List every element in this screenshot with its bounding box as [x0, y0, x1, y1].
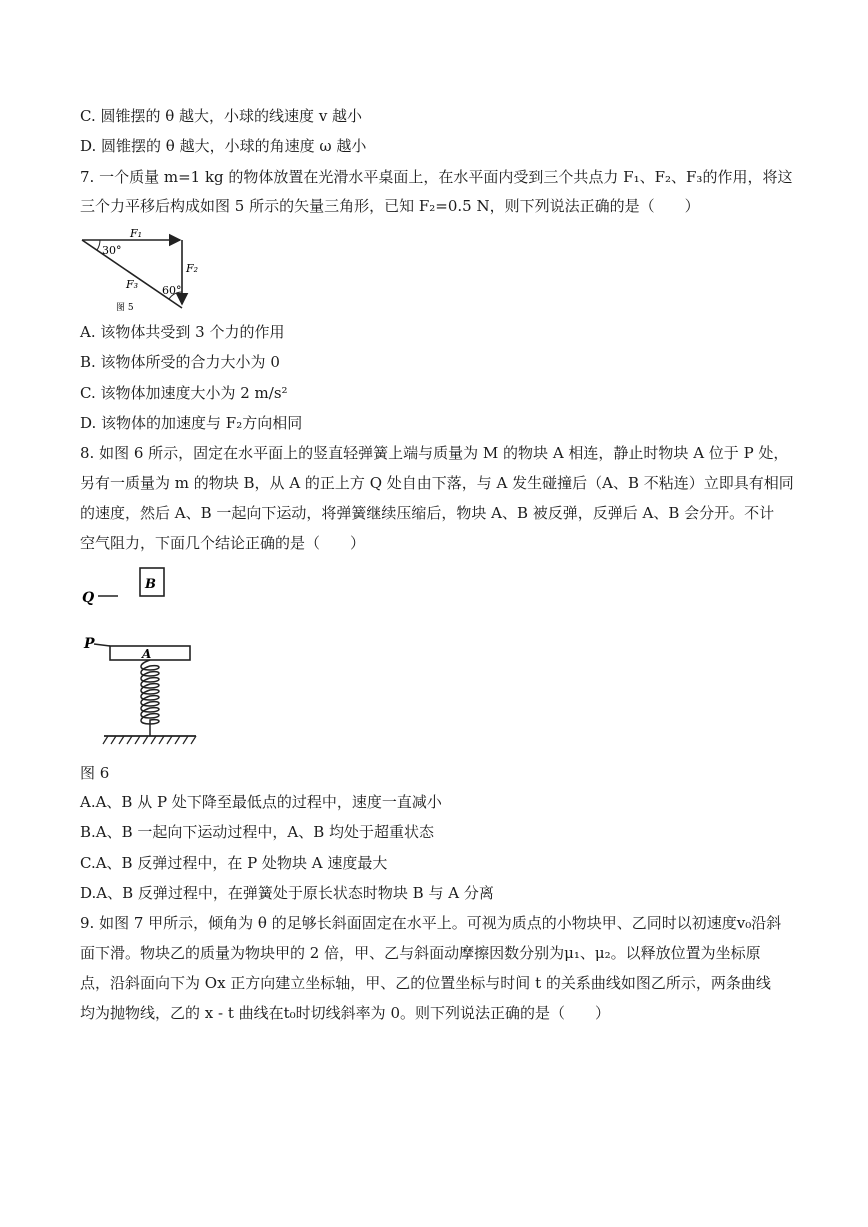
q8-stem-line-2: 另有一质量为 m 的物块 B，从 A 的正上方 Q 处自由下落，与 A 发生碰撞后（A、B 不粘连）立即具有相同 [80, 474, 794, 492]
label-p: P [84, 636, 95, 652]
label-angle-60: 60° [162, 284, 182, 297]
q7-option-c: C. 该物体加速度大小为 2 m/s² [80, 384, 288, 402]
figure-6-caption: 图 6 [80, 764, 110, 782]
label-a: A [142, 647, 152, 661]
vector-f3 [82, 240, 182, 308]
q8-stem-line-1: 8. 如图 6 所示，固定在水平面上的竖直轻弹簧上端与质量为 M 的物块 A 相连，静止时物块 A 位于 P 处， [80, 444, 789, 462]
q9-stem-line-2: 面下滑。物块乙的质量为物块甲的 2 倍，甲、乙与斜面动摩擦因数分别为μ₁、μ₂。以释放位置为坐标原 [80, 944, 761, 962]
q7-stem-line-2: 三个力平移后构成如图 5 所示的矢量三角形，已知 F₂=0.5 N，则下列说法正确的是（ ） [80, 197, 700, 215]
label-b: B [145, 577, 156, 592]
p-level-line [94, 644, 110, 646]
figure-5-caption: 图 5 [116, 303, 134, 313]
q8-option-a: A.A、B 从 P 处下降至最低点的过程中，速度一直减小 [80, 793, 442, 811]
figure-6-spring-blocks [78, 560, 208, 750]
q8-option-c: C.A、B 反弹过程中，在 P 处物块 A 速度最大 [80, 854, 388, 872]
spring [141, 660, 159, 736]
q7-option-d: D. 该物体的加速度与 F₂方向相同 [80, 414, 303, 432]
q6-option-c: C. 圆锥摆的 θ 越大，小球的线速度 v 越小 [80, 107, 363, 125]
q7-option-a: A. 该物体共受到 3 个力的作用 [80, 323, 285, 341]
q9-stem-line-3: 点，沿斜面向下为 Ox 正方向建立坐标轴，甲、乙的位置坐标与时间 t 的关系曲线如图乙所示，两条曲线 [80, 974, 771, 992]
angle-arc-30 [97, 240, 100, 250]
label-f3: F₃ [126, 278, 139, 291]
q8-stem-line-4: 空气阻力，下面几个结论正确的是（ ） [80, 534, 366, 552]
q9-stem-line-4: 均为抛物线，乙的 x - t 曲线在t₀时切线斜率为 0。则下列说法正确的是（ ） [80, 1004, 610, 1022]
q6-option-d: D. 圆锥摆的 θ 越大，小球的角速度 ω 越小 [80, 137, 367, 155]
label-f2: F₂ [186, 262, 199, 275]
label-q: Q [82, 590, 95, 606]
figure-5-vector-triangle [78, 228, 208, 316]
q8-stem-line-3: 的速度，然后 A、B 一起向下运动，将弹簧继续压缩后，物块 A、B 被反弹，反弹后 A、B 会分开。不计 [80, 504, 775, 522]
q8-option-d: D.A、B 反弹过程中，在弹簧处于原长状态时物块 B 与 A 分离 [80, 884, 494, 902]
q7-stem-line-1: 7. 一个质量 m=1 kg 的物体放置在光滑水平桌面上，在水平面内受到三个共点力 F₁、F₂、F₃的作用，将这 [80, 168, 793, 186]
q7-option-b: B. 该物体所受的合力大小为 0 [80, 353, 280, 371]
label-angle-30: 30° [102, 244, 122, 257]
label-f1: F₁ [130, 228, 143, 240]
q9-stem-line-1: 9. 如图 7 甲所示，倾角为 θ 的足够长斜面固定在水平上。可视为质点的小物块甲、乙同时以初速度v₀沿斜 [80, 914, 782, 932]
ground-hatching [103, 736, 196, 744]
q8-option-b: B.A、B 一起向下运动过程中，A、B 均处于超重状态 [80, 823, 435, 841]
